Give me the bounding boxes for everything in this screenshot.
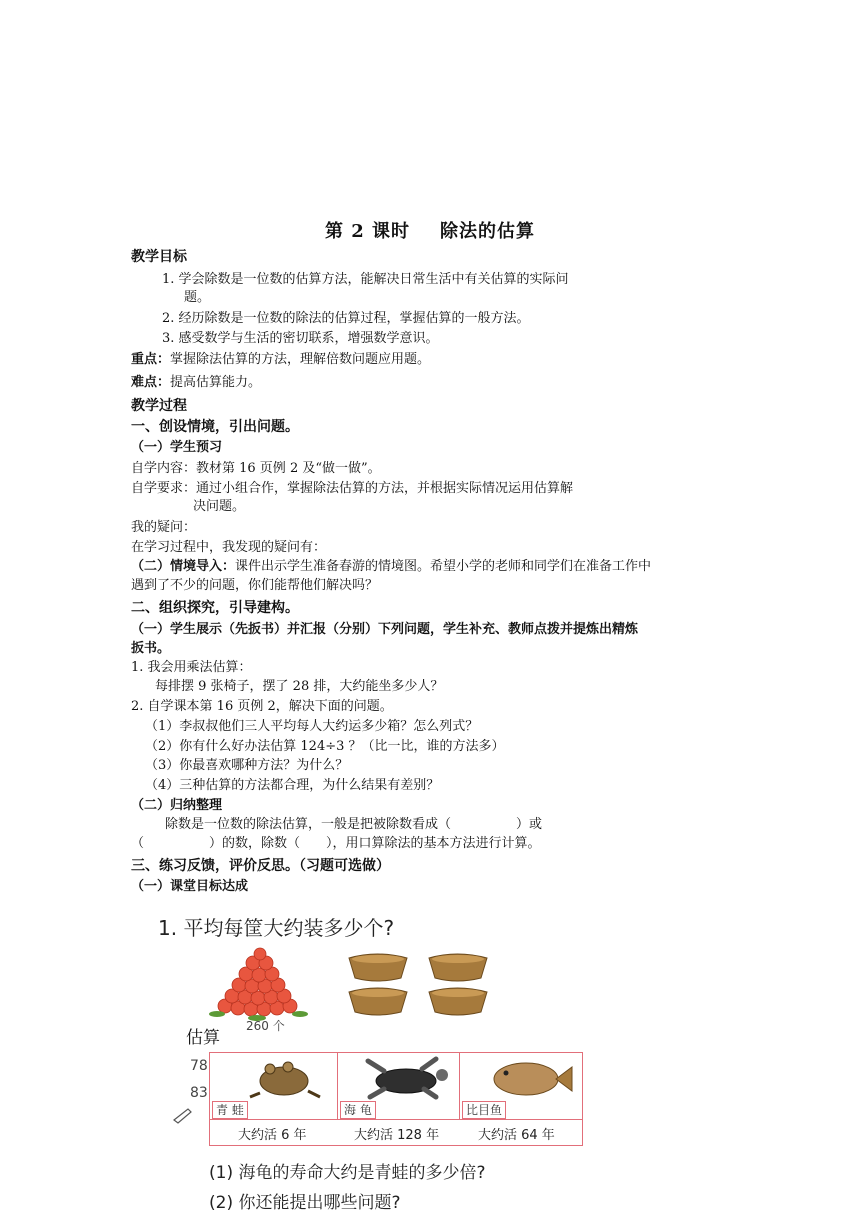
exercise-question-1: (1) 海龟的寿命大约是青蛙的多少倍?: [209, 1163, 486, 1183]
question-1: 1. 我会用乘法估算：: [131, 660, 252, 675]
animal-name-flatfish: 比目鱼: [462, 1101, 506, 1119]
flatfish-icon: [486, 1057, 576, 1099]
animal-name-turtle: 海 龟: [340, 1101, 376, 1119]
objective-1: 1. 学会除数是一位数的估算方法，能解决日常生活中有关估算的实际问: [162, 272, 569, 287]
lifespan-flatfish: 大约活 64 年: [478, 1128, 555, 1143]
question-2: 2. 自学课本第 16 页例 2，解决下面的问题。: [131, 699, 393, 714]
key-point-label: 重点：: [131, 352, 171, 367]
section2-sub1: （一）学生展示（先扳书）并汇报（分别）下列问题，学生补充、教师点拨并提炼出精炼: [131, 622, 639, 637]
scenario-text: 课件出示学生准备春游的情境图。希望小学的老师和同学们在准备工作中: [235, 559, 652, 574]
animal-name-frog: 青 蛙: [212, 1101, 248, 1119]
pencil-icon: [172, 1106, 194, 1124]
section3-heading: 三、练习反馈，评价反思。（习题可选做）: [131, 858, 390, 874]
question-2-2: （2）你有什么好办法估算 124÷3 ？（比一比，谁的方法多）: [145, 739, 505, 754]
side-number-2: 83: [190, 1085, 208, 1101]
summary-line-2: （ ）的数，除数（ ），用口算除法的基本方法进行计算。: [131, 836, 541, 851]
objective-2: 2. 经历除数是一位数的除法的估算过程，掌握估算的一般方法。: [162, 311, 530, 326]
section1-heading: 一、创设情境，引出问题。: [131, 419, 299, 435]
objective-3: 3. 感受数学与生活的密切联系，增强数学意识。: [162, 331, 439, 346]
section3-sub1: （一）课堂目标达成: [131, 879, 249, 894]
key-point: [131, 350, 430, 370]
lifespan-row: [210, 1119, 582, 1146]
turtle-cell: [338, 1053, 460, 1119]
self-study-content: 自学内容：教材第 16 页例 2 及“做一做”。: [131, 461, 381, 476]
question-1-text: 每排摆 9 张椅子，摆了 28 排，大约能坐多少人？: [155, 679, 444, 694]
key-point-text: 掌握除法估算的方法，理解倍数问题应用题。: [170, 352, 431, 367]
animal-lifespan-table: [209, 1052, 583, 1146]
exercise-question-2: (2) 你还能提出哪些问题?: [209, 1193, 401, 1213]
scenario-intro: [131, 557, 651, 577]
difficult-point-text: 提高估算能力。: [170, 375, 262, 390]
summary-line-1: 除数是一位数的除法估算，一般是把被除数看成（ ）或: [165, 817, 543, 832]
question-2-4: （4）三种估算的方法都合理，为什么结果有差别？: [145, 778, 440, 793]
basket-icon: [345, 950, 495, 1022]
flatfish-cell: [460, 1053, 582, 1119]
section2-sub1-cont: 扳书。: [131, 641, 171, 656]
turtle-icon: [362, 1057, 452, 1099]
lesson-number: 第 2 课时: [324, 221, 411, 242]
question-2-1: （1）李叔叔他们三人平均每人大约运多少箱？怎么列式？: [145, 719, 479, 734]
my-questions: 我的疑问：: [131, 520, 197, 535]
scenario-text-cont: 遇到了不少的问题，你们能帮他们解决吗？: [131, 578, 379, 593]
objectives-heading: 教学目标: [131, 249, 187, 265]
self-study-requirement: 自学要求：通过小组合作，掌握除法估算的方法，并根据实际情况运用估算解: [131, 481, 574, 496]
estimate-label: 估算: [186, 1028, 220, 1048]
frog-icon: [248, 1057, 324, 1099]
peach-pile-icon: [205, 948, 315, 1023]
scenario-label: （二）情境导入：: [131, 559, 236, 574]
pile-count: 260 个: [246, 1019, 285, 1033]
side-number-1: 78: [190, 1058, 208, 1074]
frog-cell: [210, 1053, 338, 1119]
lifespan-frog: 大约活 6 年: [238, 1128, 307, 1143]
section2-heading: 二、组织探究，引导建构。: [131, 600, 299, 616]
difficult-point: [131, 373, 261, 393]
question-2-3: （3）你最喜欢哪种方法？为什么？: [145, 758, 349, 773]
self-study-requirement-cont: 决问题。: [193, 499, 246, 514]
section2-sub2: （二）归纳整理: [131, 798, 223, 813]
exercise-title: 1. 平均每筐大约装多少个?: [158, 916, 395, 940]
difficult-point-label: 难点：: [131, 375, 171, 390]
page-title: [0, 222, 860, 242]
process-heading: 教学过程: [131, 398, 187, 414]
found-questions: 在学习过程中，我发现的疑问有：: [131, 540, 327, 555]
lifespan-turtle: 大约活 128 年: [354, 1128, 440, 1143]
objective-1-cont: 题。: [184, 290, 211, 305]
section1-sub1: （一）学生预习: [131, 440, 223, 455]
lesson-topic: 除法的估算: [440, 221, 536, 242]
